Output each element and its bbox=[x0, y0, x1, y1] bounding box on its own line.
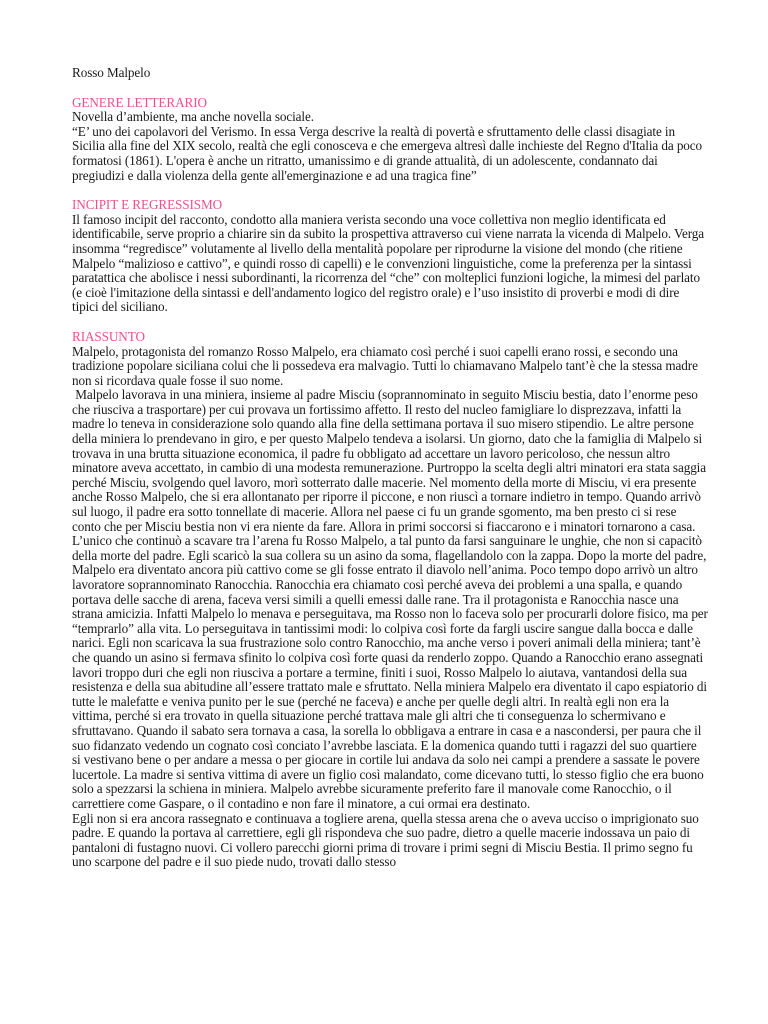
section-heading: GENERE LETTERARIO bbox=[72, 94, 207, 110]
section-heading: INCIPIT E REGRESSISMO bbox=[72, 197, 223, 213]
document-page bbox=[72, 65, 712, 885]
document-title: Rosso Malpelo bbox=[72, 65, 151, 80]
paragraph: Egli non si era ancora rassegnato e continuava a togliere arena, quella stessa arena che o aveva ucciso o imprigionato suo padre. E quando la portava al carrettiere, egli gli rispondeva che suo padre, dietro a quelle macerie indossava un paio di pantaloni di fustagno nuovi. Ci vollero parecchi giorni prima di trovare i primi segni di Misciu Bestia. Il primo segno fu uno scarpone del padre e il suo piede nudo, trovati dallo stesso bbox=[72, 810, 699, 870]
section-incipit-e-regressismo bbox=[72, 198, 708, 315]
paragraph: “E’ uno dei capolavori del Verismo. In essa Verga descrive la realtà di povertà e sfruttamento delle classi disagiate in Sicilia alla fine del XIX secolo, realtà che egli conosceva e che emergeva altresì dalle inchieste del Regno d'Italia da poco formatosi (1861). L'opera è anche un ritratto, umanissimo e di grande attualità, di un adolescente, condannato dai pregiudizi e dalla violenza della gente all'emerginazione e ad una tragica fine” bbox=[72, 123, 703, 183]
section-genere-letterario bbox=[72, 96, 708, 184]
section-riassunto bbox=[72, 328, 712, 870]
section-heading: RIASSUNTO bbox=[72, 328, 145, 344]
paragraph: Malpelo, protagonista del romanzo Rosso Malpelo, era chiamato così perché i suoi capelli erano rossi, e secondo una tradizione popolare siciliana colui che li possedeva era malvagio. Tutti lo chiamavano Malpelo tant’è che la stessa madre non si ricordava quale fosse il suo nome. bbox=[72, 343, 698, 388]
paragraph: Il famoso incipit del racconto, condotto alla maniera verista secondo una voce collettiva non meglio identificata ed identificabile, serve proprio a chiarire sin da subito la prospettiva attraverso cui viene narrata la vicenda di Malpelo. Verga insomma “regredisce” volutamente al livello della mentalità popolare per riprodurne la visione del mondo (che ritiene Malpelo “malizioso e cattivo”, e quindi rosso di capelli) e le convenzioni linguistiche, come la preferenza per la sintassi paratattica che abolisce i nessi subordinanti, la ricorrenza del “che” con molteplici funzioni logiche, la mimesi del parlato (e cioè l'imitazione della sintassi e dell'andamento logico del registro orale) e l’uso insistito di proverbi e modi di dire tipici del siciliano. bbox=[72, 211, 705, 315]
paragraph: Malpelo lavorava in una miniera, insieme al padre Misciu (soprannominato in seguito Misciu bestia, dato l’enorme peso che riusciva a trasportare) per cui provava un fortissimo affetto. Il resto del nucleo famigliare lo disprezzava, infatti la madre lo teneva in considerazione solo quando alla fine della settimana portava il suo misero stipendio. Le altre persone della miniera lo prendevano in giro, e per questo Malpelo tendeva a isolarsi. Un giorno, dato che la famiglia di Malpelo si trovava in una brutta situazione economica, il padre fu obbligato ad accettare un lavoro pericoloso, che nessun altro minatore aveva accettato, in cambio di una modesta remunerazione. Purtroppo la scelta degli altri minatori era stata saggia perché Misciu, svolgendo quel lavoro, morì sotterrato dalle macerie. Nel momento della morte di Misciu, vi era presente anche Rosso Malpelo, che si era allontanato per riporre il piccone, e non riuscì a tornare indietro in tempo. Quando arrivò sul luogo, il padre era sotto tonnellate di macerie. Allora nel paese ci fu un grande sgomento, ma ben presto ci si rese conto che per Misciu bestia non vi era niente da fare. Allora in primi soccorsi si fiaccarono e i minatori tornarono a casa. L’unico che continuò a scavare tra l’arena fu Rosso Malpelo, a tal punto da farsi sanguinare le unghie, che non si capacitò della morte del padre. Egli scaricò la sua collera su un asino da soma, flagellandolo con la zappa. Dopo la morte del padre, Malpelo era diventato ancora più cattivo come se gli fosse entrato il diavolo nell’anima. Poco tempo dopo arrivò un altro lavoratore soprannominato Ranocchia. Ranocchia era chiamato così perché aveva dei problemi a una spalla, e quando portava delle sacche di arena, faceva versi simili a quelli emessi dalle rane. Tra il protagonista e Ranocchia nasce una strana amicizia. Infatti Malpelo lo menava e perseguitava, ma Rosso non lo faceva solo per procurarli dolore fisico, ma per “temprarlo” alla vita. Lo perseguitava in tantissimi modi: lo colpiva così forte da fargli uscire sangue dalla bocca e dalle narici. Egli non scaricava la sua frustrazione solo contro Ranocchio, ma anche verso i poveri animali della miniera; tant’è che quando un asino si fermava sfinito lo colpiva così forte quasi da renderlo zoppo. Quando a Ranocchio erano assegnati lavori troppo duri che egli non riusciva a portare a termine, finiti i suoi, Rosso Malpelo lo aiutava, vantandosi della sua resistenza e della sua abitudine all’essere trattato male e sfruttato. Nella miniera Malpelo era diventato il capo espiatorio di tutte le malefatte e veniva punito per le sue (perché ne faceva) e anche per quelle degli altri. In realtà egli non era la vittima, perché si era trovato in quella situazione perché trattava male gli altri che ti conseguenza lo schermivano e sfruttavano. Quando il sabato sera tornava a casa, la sorella lo obbligava a entrare in casa e a nascondersi, per paura che il suo fidanzato vedendo un cognato così conciato l’avrebbe lasciata. E la domenica quando tutti i ragazzi del suo quartiere si vestivano bene o per andare a messa o per giocare in cortile lui andava da solo nei campi a prendere a sassate le povere lucertole. La madre si sentiva vittima di avere un figlio così malandato, come dicevano tutti, lo stesso figlio che era buono solo a spezzarsi la schiena in miniera. Malpelo avrebbe sicuramente preferito fare il manovale come Ranocchio, o il carrettiere come Gaspare, o il contadino e non fare il minatore, a cui ormai era destinato. bbox=[72, 387, 712, 811]
paragraph: Novella d’ambiente, ma anche novella sociale. bbox=[72, 109, 314, 125]
